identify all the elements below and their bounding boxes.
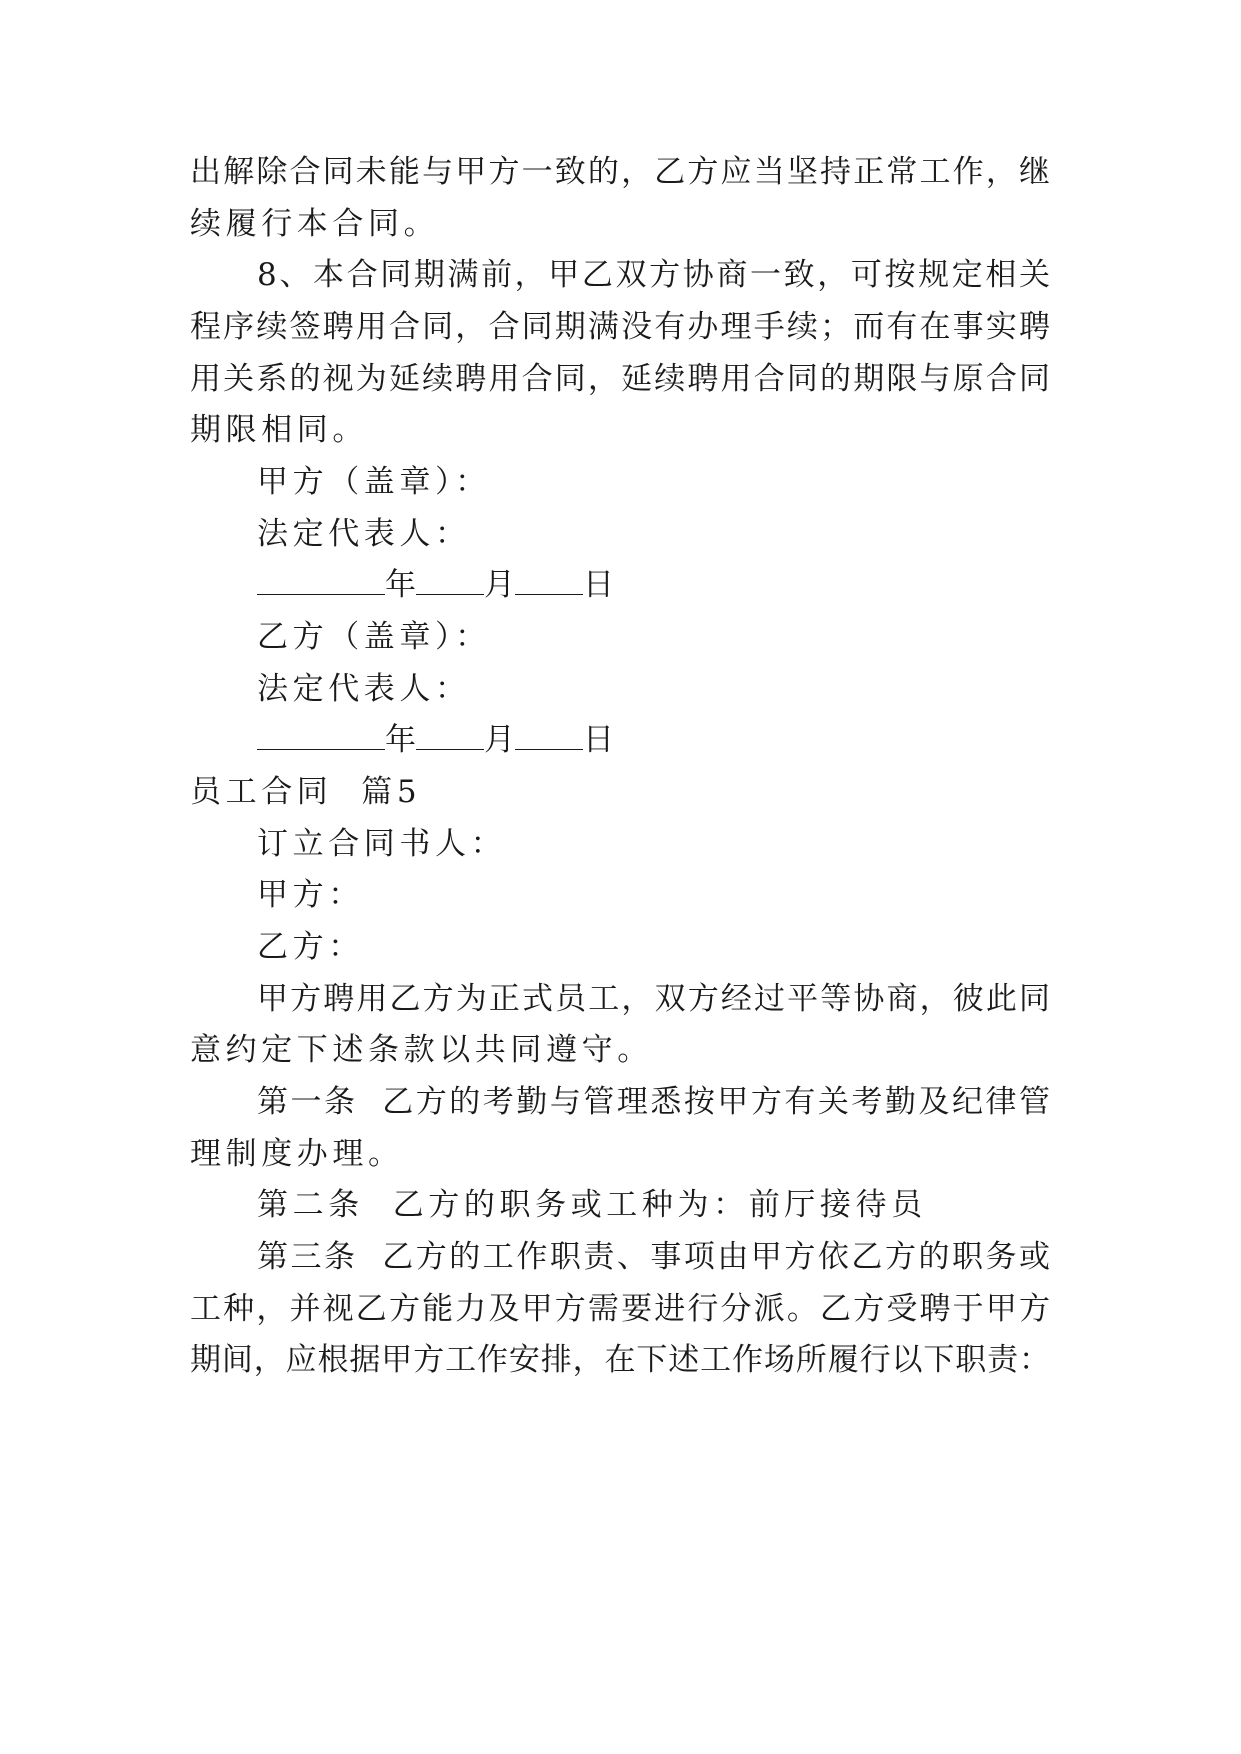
month-blank <box>416 564 484 595</box>
article-1-line: 第一条 乙方的考勤与管理悉按甲方有关考勤及纪律管 <box>257 1084 1050 1120</box>
text-line: 意约定下述条款以共同遵守。 <box>190 1032 653 1068</box>
text-line: 出解除合同未能与甲方一致的，乙方应当坚持正常工作，继 <box>190 154 1050 190</box>
article-2-line: 第二条 乙方的职务或工种为：前厅接待员 <box>257 1187 927 1223</box>
day-blank <box>515 719 583 750</box>
month-blank <box>416 719 484 750</box>
year-label: 年 <box>385 722 416 758</box>
day-label: 日 <box>583 722 614 758</box>
text-line: 理制度办理。 <box>190 1136 404 1172</box>
date-line-b <box>257 718 1117 762</box>
legal-rep-label-b: 法定代表人： <box>257 671 471 707</box>
month-label: 月 <box>484 567 515 603</box>
text-line: 订立合同书人： <box>257 826 507 862</box>
party-a-label: 甲方： <box>257 877 364 913</box>
article-3-line: 第三条 乙方的工作职责、事项由甲方依乙方的职务或 <box>257 1239 1050 1275</box>
party-a-seal-label: 甲方（盖章）： <box>257 464 491 500</box>
text-line: 用关系的视为延续聘用合同，延续聘用合同的期限与原合同 <box>190 361 1050 397</box>
party-b-seal-label: 乙方（盖章）： <box>257 619 491 655</box>
day-blank <box>515 564 583 595</box>
text-line: 期间，应根据甲方工作安排，在下述工作场所履行以下职责： <box>190 1342 1050 1378</box>
date-line-a <box>257 563 1117 607</box>
section-heading: 员工合同 篇5 <box>190 774 422 810</box>
text-line: 续履行本合同。 <box>190 206 440 242</box>
day-label: 日 <box>583 567 614 603</box>
text-line: 工种，并视乙方能力及甲方需要进行分派。乙方受聘于甲方 <box>190 1291 1050 1327</box>
year-blank <box>257 719 385 750</box>
text-line: 期限相同。 <box>190 412 368 448</box>
legal-rep-label-a: 法定代表人： <box>257 516 471 552</box>
month-label: 月 <box>484 722 515 758</box>
party-b-label: 乙方： <box>257 929 364 965</box>
year-blank <box>257 564 385 595</box>
text-line: 甲方聘用乙方为正式员工，双方经过平等协商，彼此同 <box>257 981 1050 1017</box>
year-label: 年 <box>385 567 416 603</box>
clause-8-line: 8、本合同期满前，甲乙双方协商一致，可按规定相关 <box>257 257 1050 293</box>
text-line: 程序续签聘用合同，合同期满没有办理手续；而有在事实聘 <box>190 309 1050 345</box>
